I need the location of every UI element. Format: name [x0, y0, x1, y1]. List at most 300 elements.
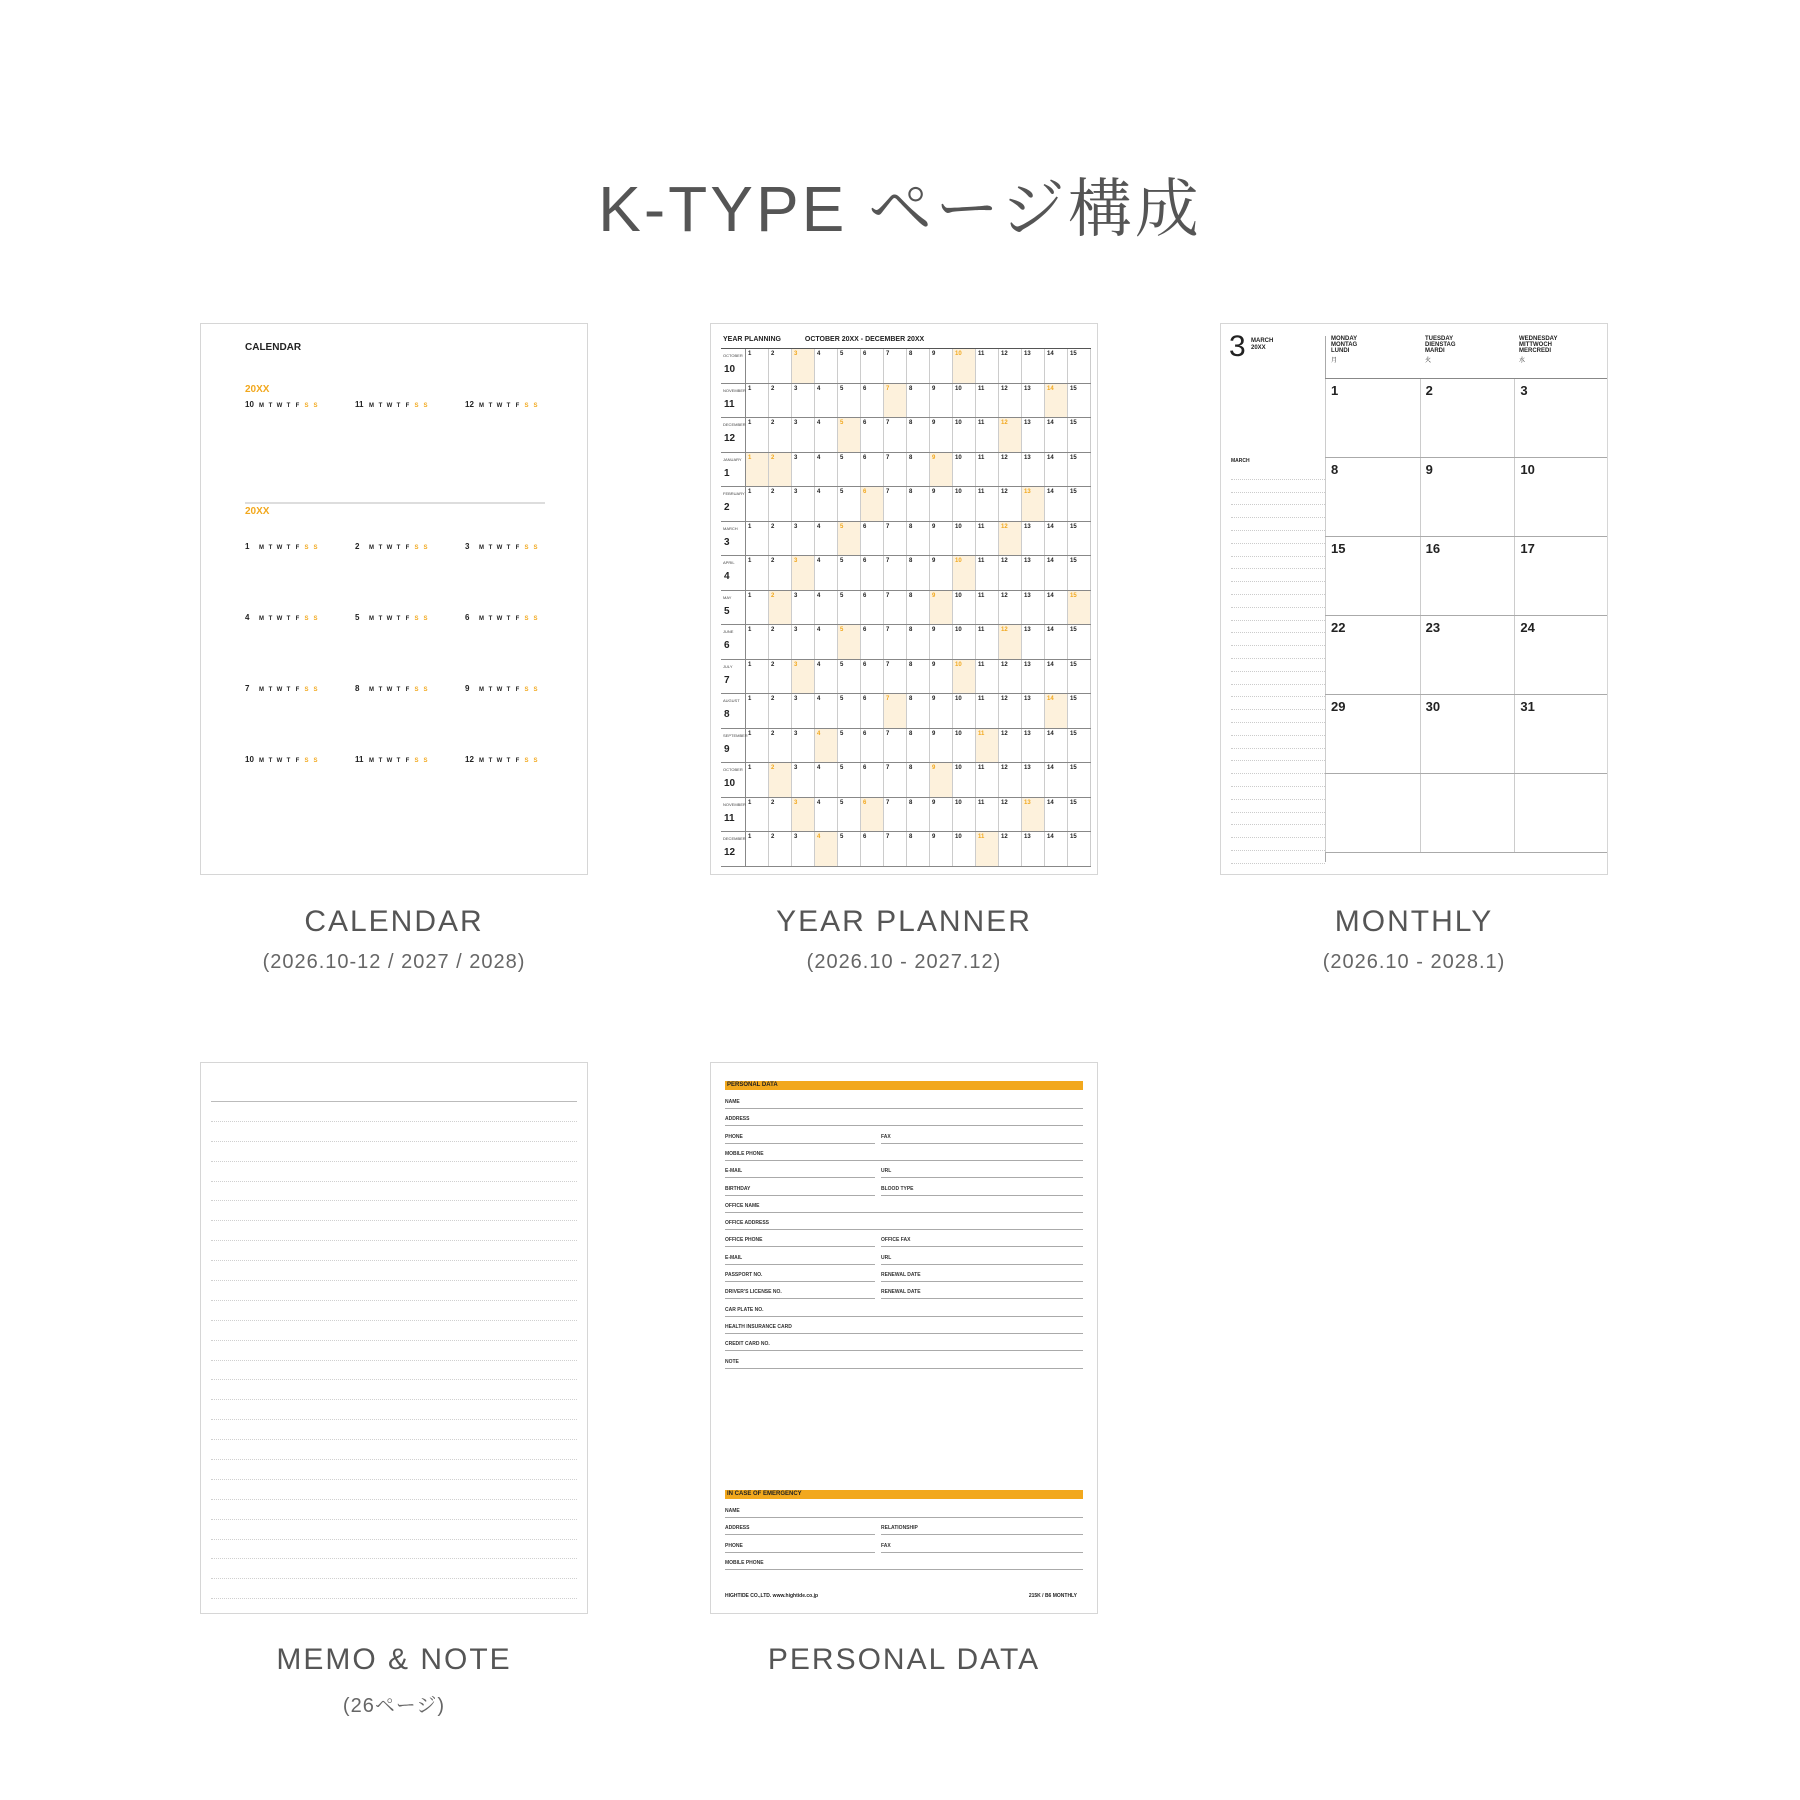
year-planner-day [1068, 522, 1091, 556]
year-planner-day [1045, 625, 1068, 659]
year-planner-day [746, 487, 769, 521]
day-number: 16 [1425, 541, 1441, 556]
day-number: 1 [748, 730, 752, 737]
mini-month-grid [367, 544, 430, 553]
personal-field: URL [881, 1166, 1083, 1178]
personal-field: HEALTH INSURANCE CARD [725, 1322, 1083, 1334]
year-planner-day [930, 798, 953, 832]
year-planner-day [930, 556, 953, 590]
weekday-label: F [515, 616, 520, 622]
year-planner-day [746, 384, 769, 418]
day-number: 1 [748, 351, 752, 357]
weekday-label: M [369, 403, 374, 409]
mini-month-number: 12 [465, 400, 474, 409]
weekday-name: MONDAY [1331, 336, 1358, 342]
year-planner-day [792, 384, 815, 418]
weekday-label: W [386, 403, 393, 409]
day-number: 2 [771, 627, 775, 633]
day-number: 11 [978, 385, 985, 392]
side-line [1231, 633, 1325, 646]
year-planner-day [769, 763, 792, 797]
day-number: 10 [955, 523, 962, 530]
personal-field: OFFICE PHONE [725, 1235, 875, 1247]
day-number: 4 [817, 420, 821, 426]
weekday-label: S [313, 758, 318, 764]
day-number: 4 [817, 489, 821, 495]
day-number: 8 [909, 351, 913, 357]
weekday-label: S [304, 758, 309, 764]
day-number: 9 [932, 385, 936, 392]
year-planner-month [721, 453, 746, 487]
personal-field: E-MAIL [725, 1166, 875, 1178]
weekday-label: F [295, 758, 300, 764]
year-planner-day [1022, 729, 1045, 763]
month-name: NOVEMBER [723, 801, 746, 807]
memo-line [211, 1220, 577, 1240]
year-planner-day [1022, 832, 1045, 866]
day-number: 14 [1047, 765, 1054, 771]
mini-month-grid [257, 544, 320, 553]
day-number: 14 [1047, 351, 1054, 357]
day-number: 14 [1047, 592, 1054, 599]
year-planner-day [930, 694, 953, 728]
weekday-label: T [506, 687, 511, 693]
personal-field: CREDIT CARD NO. [725, 1339, 1083, 1351]
day-number: 15 [1070, 661, 1077, 668]
mini-month-number: 12 [465, 755, 474, 764]
weekday-label: W [276, 403, 283, 409]
day-number: 4 [817, 627, 821, 633]
memo-line [211, 1260, 577, 1280]
year-planner-day [930, 522, 953, 556]
day-number: 5 [840, 420, 844, 426]
weekday-name: DIENSTAG [1425, 342, 1456, 348]
day-number: 9 [1425, 462, 1433, 477]
day-number: 13 [1024, 661, 1031, 668]
day-number: 9 [932, 834, 936, 840]
side-line [1231, 697, 1325, 710]
year-planner-month [721, 832, 746, 866]
day-number: 5 [840, 834, 844, 840]
year-planner-day [815, 694, 838, 728]
year-planner-day [907, 798, 930, 832]
weekday-label: M [479, 687, 484, 693]
day-number: 9 [932, 420, 936, 426]
caption-main: MONTHLY [1334, 905, 1494, 938]
year-planner-day [884, 763, 907, 797]
weekday-label: T [286, 545, 291, 551]
day-number: 1 [748, 799, 752, 806]
mini-month-number: 11 [355, 400, 364, 409]
day-number: 5 [840, 385, 844, 392]
mini-month-grid [367, 757, 430, 766]
monthly-grid [1325, 378, 1608, 853]
day-number: 8 [909, 523, 913, 530]
emergency-field: FAX [881, 1541, 1083, 1553]
personal-field: RENEWAL DATE [881, 1270, 1083, 1282]
page-title: K-TYPE ページ構成 [598, 173, 1202, 245]
day-cell [1514, 458, 1608, 536]
year-planner-day [861, 418, 884, 452]
day-number: 12 [1001, 765, 1008, 771]
calendar-page-preview [200, 323, 588, 875]
personal-field: CAR PLATE NO. [725, 1305, 1083, 1317]
side-line [1231, 736, 1325, 749]
day-number: 3 [794, 834, 798, 840]
emergency-field: MOBILE PHONE [725, 1558, 1083, 1570]
day-number: 8 [909, 730, 913, 737]
emergency-field: PHONE [725, 1541, 875, 1553]
side-line [1231, 672, 1325, 685]
memo-line [211, 1200, 577, 1220]
year-planner-day [746, 798, 769, 832]
side-line [1231, 621, 1325, 634]
memo-line [211, 1558, 577, 1578]
year-planner-row [721, 591, 1091, 626]
weekday-label: F [295, 403, 300, 409]
side-line [1231, 467, 1325, 480]
year-planner-day [953, 556, 976, 590]
year-planner-day [815, 487, 838, 521]
side-line [1231, 557, 1325, 570]
mini-month-number: 10 [245, 755, 254, 764]
day-cell [1514, 537, 1608, 615]
day-number: 10 [955, 454, 962, 461]
day-number: 5 [840, 592, 844, 599]
day-number: 2 [1425, 383, 1433, 398]
day-number: 13 [1024, 489, 1031, 495]
year-planner-day [1068, 694, 1091, 728]
caption-main: MEMO & NOTE [276, 1643, 512, 1676]
day-cell [1514, 695, 1608, 773]
day-number: 13 [1024, 558, 1031, 564]
year-planner-day [861, 384, 884, 418]
weekday-label: T [378, 403, 383, 409]
memo-line [211, 1360, 577, 1380]
year-planner-row [721, 487, 1091, 522]
year-planner-day [884, 522, 907, 556]
personal-field: MOBILE PHONE [725, 1149, 1083, 1161]
month-name: JUNE [723, 629, 734, 634]
mini-month-grid [477, 402, 540, 411]
day-number: 11 [978, 627, 985, 633]
day-number: 8 [909, 489, 913, 495]
month-name [1251, 338, 1273, 352]
day-number: 7 [886, 730, 890, 737]
weekday-name: TUESDAY [1425, 336, 1454, 342]
weekday-label: S [313, 687, 318, 693]
day-number: 8 [909, 661, 913, 668]
day-number: 11 [978, 765, 985, 771]
day-number: 3 [794, 420, 798, 426]
day-number: 13 [1024, 696, 1031, 702]
year-planner-day [1045, 487, 1068, 521]
year-planner-row [721, 832, 1091, 867]
caption-sub: (2026.10 - 2027.12) [806, 951, 1002, 973]
weekday-jp: 月 [1331, 358, 1338, 364]
weekday-label: S [533, 687, 538, 693]
month-name: OCTOBER [723, 767, 743, 772]
day-cell [1325, 537, 1420, 615]
day-number: 8 [909, 696, 913, 702]
weekday-label: F [405, 403, 410, 409]
year-planner-day [792, 625, 815, 659]
day-number: 29 [1331, 699, 1346, 714]
day-number: 4 [817, 765, 821, 771]
month-year-text: 20XX [1251, 345, 1266, 351]
day-number: 12 [1001, 661, 1008, 668]
weekday-label: F [405, 616, 410, 622]
year-planner-day [1022, 625, 1045, 659]
mini-month-grid [257, 402, 320, 411]
weekday-label: F [515, 545, 520, 551]
weekday-label: S [423, 687, 428, 693]
day-number: 2 [771, 454, 775, 461]
year-planner-day [907, 694, 930, 728]
year-planner-day [1045, 798, 1068, 832]
week-row [1325, 616, 1608, 695]
day-number: 10 [955, 558, 962, 564]
month-number: 1 [724, 467, 730, 479]
year-planner-day [769, 591, 792, 625]
day-number: 3 [794, 385, 798, 392]
year-planner-day [861, 487, 884, 521]
side-line [1231, 685, 1325, 698]
weekday-label: T [506, 758, 511, 764]
year-planner-day [815, 556, 838, 590]
memo-line [211, 1141, 577, 1161]
year-planner-day [907, 556, 930, 590]
day-number: 12 [1001, 385, 1008, 392]
weekday-label: T [488, 616, 493, 622]
year-planner-day [838, 591, 861, 625]
year-planner-day [976, 487, 999, 521]
weekday-label: S [423, 403, 428, 409]
year-planner-day [976, 453, 999, 487]
year-planner-day [907, 660, 930, 694]
footer-left: HIGHTIDE CO.,LTD. www.hightide.co.jp [725, 1593, 819, 1599]
year-planner-day [907, 522, 930, 556]
year-planner-day [746, 556, 769, 590]
year-planner-day [1045, 694, 1068, 728]
weekday-label: W [386, 758, 393, 764]
month-number: 8 [724, 709, 730, 720]
year-planner-day [861, 453, 884, 487]
memo-line [211, 1280, 577, 1300]
weekday-label: S [304, 545, 309, 551]
year-planner-day [769, 660, 792, 694]
year-label: 20XX [245, 384, 270, 395]
year-planner-day [815, 591, 838, 625]
day-number: 13 [1024, 834, 1031, 840]
year-planner-day [746, 625, 769, 659]
day-number: 4 [817, 558, 821, 564]
year-planner-day [769, 625, 792, 659]
mini-month-grid [367, 402, 430, 411]
weekday-row [367, 544, 430, 553]
weekday-label: W [276, 687, 283, 693]
weekday-label: M [369, 758, 374, 764]
weekday-label: T [488, 545, 493, 551]
day-number: 15 [1331, 541, 1346, 556]
weekday-row [477, 544, 540, 553]
year-planner-day [999, 694, 1022, 728]
year-planner-day [976, 591, 999, 625]
day-number: 12 [1001, 454, 1008, 461]
mini-month-grid [257, 686, 320, 695]
day-number: 13 [1024, 592, 1031, 599]
day-number: 8 [909, 454, 913, 461]
year-planner-month [721, 418, 746, 452]
year-planner-day [907, 763, 930, 797]
mini-month-number: 5 [355, 613, 360, 622]
month-number: 4 [724, 571, 730, 582]
weekday-label: T [396, 403, 401, 409]
year-planner-day [838, 384, 861, 418]
month-name: JANUARY [723, 456, 742, 462]
mini-month-grid [477, 615, 540, 624]
year-planner-day [1022, 349, 1045, 383]
memo-line [211, 1499, 577, 1519]
memo-line [211, 1340, 577, 1360]
day-cell [1514, 774, 1608, 852]
day-cell [1420, 379, 1515, 457]
day-number: 2 [771, 385, 775, 392]
year-planner-day [838, 798, 861, 832]
day-number: 10 [955, 627, 962, 633]
day-number: 7 [886, 799, 890, 806]
mini-month-grid [257, 757, 320, 766]
side-label: MARCH [1231, 458, 1250, 464]
day-cell [1325, 774, 1420, 852]
year-planner-day [1068, 349, 1091, 383]
day-number: 4 [817, 523, 821, 530]
day-number: 9 [932, 661, 936, 668]
day-number: 6 [863, 558, 867, 564]
day-number: 3 [794, 592, 798, 599]
week-row [1325, 458, 1608, 537]
day-number: 31 [1520, 699, 1535, 714]
year-planner-day [884, 418, 907, 452]
day-number: 6 [863, 420, 867, 426]
day-number: 14 [1047, 696, 1054, 702]
year-planner-day [884, 625, 907, 659]
mini-month-grid [477, 757, 540, 766]
year-planner-row [721, 453, 1091, 488]
day-number: 4 [817, 730, 821, 737]
day-number: 5 [840, 661, 844, 668]
side-line [1231, 710, 1325, 723]
year-planner-day [884, 660, 907, 694]
weekday-row [477, 615, 540, 624]
mini-month-number: 7 [245, 684, 250, 693]
year-planner-day [907, 384, 930, 418]
mini-month-grid [367, 686, 430, 695]
year-planner-day [976, 418, 999, 452]
caption-sub: (2026.10 - 2028.1) [1322, 951, 1506, 973]
year-planner-day [1022, 694, 1045, 728]
personal-field: URL [881, 1253, 1083, 1265]
weekday-label: T [396, 758, 401, 764]
month-name: DECEMBER [723, 836, 746, 841]
day-number: 3 [794, 351, 798, 357]
day-number: 5 [840, 730, 844, 737]
weekday-label: T [396, 545, 401, 551]
weekday-label: M [369, 545, 374, 551]
day-number: 7 [886, 627, 890, 633]
day-number: 8 [1331, 462, 1339, 477]
day-number: 5 [840, 627, 844, 633]
day-number: 9 [932, 558, 936, 564]
year-planner-day [769, 418, 792, 452]
weekday-label: M [479, 616, 484, 622]
year-planner-day [999, 487, 1022, 521]
year-planner-day [838, 349, 861, 383]
weekday-row [367, 757, 430, 766]
caption-sub: (2026.10-12 / 2027 / 2028) [262, 951, 526, 973]
year-planner-month [721, 798, 746, 832]
side-line [1231, 646, 1325, 659]
mini-month-number: 8 [355, 684, 360, 693]
month-name: APRIL [723, 560, 735, 565]
mini-month-number: 3 [465, 542, 470, 551]
mini-month-grid [477, 686, 540, 695]
day-number: 2 [771, 730, 775, 737]
year-planner-day [815, 660, 838, 694]
year-planner-day [930, 384, 953, 418]
day-number: 7 [886, 351, 890, 357]
day-number: 13 [1024, 454, 1031, 461]
memo-line [211, 1121, 577, 1141]
day-number: 2 [771, 523, 775, 530]
year-planner-day [884, 556, 907, 590]
week-row [1325, 537, 1608, 616]
personal-data-caption [654, 1643, 1154, 1677]
year-planner-day [792, 660, 815, 694]
day-number: 3 [794, 454, 798, 461]
weekday-label: S [423, 545, 428, 551]
weekday-label: W [496, 403, 503, 409]
month-name: AUGUST [723, 698, 740, 703]
weekday-label: F [405, 687, 410, 693]
personal-field: BIRTHDAY [725, 1184, 875, 1196]
year-planner-day [884, 487, 907, 521]
personal-field: OFFICE ADDRESS [725, 1218, 1083, 1230]
day-number: 7 [886, 661, 890, 668]
day-number: 7 [886, 558, 890, 564]
weekday-row [477, 402, 540, 411]
memo-line [211, 1598, 577, 1614]
day-number: 9 [932, 351, 936, 357]
day-number: 2 [771, 765, 775, 771]
day-number: 10 [955, 420, 962, 426]
year-planner-day [746, 832, 769, 866]
weekday-name: MITTWOCH [1519, 342, 1552, 348]
day-number: 5 [840, 558, 844, 564]
weekday-name: WEDNESDAY [1519, 336, 1558, 342]
year-planner-day [792, 556, 815, 590]
day-number: 1 [1331, 383, 1339, 398]
year-planner-day [792, 349, 815, 383]
year-planner-day [999, 832, 1022, 866]
side-line [1231, 569, 1325, 582]
day-number: 15 [1070, 765, 1077, 771]
year-planner-day [999, 349, 1022, 383]
day-number: 4 [817, 351, 821, 357]
weekday-label: S [423, 758, 428, 764]
year-planner-day [861, 729, 884, 763]
weekday-row [367, 615, 430, 624]
